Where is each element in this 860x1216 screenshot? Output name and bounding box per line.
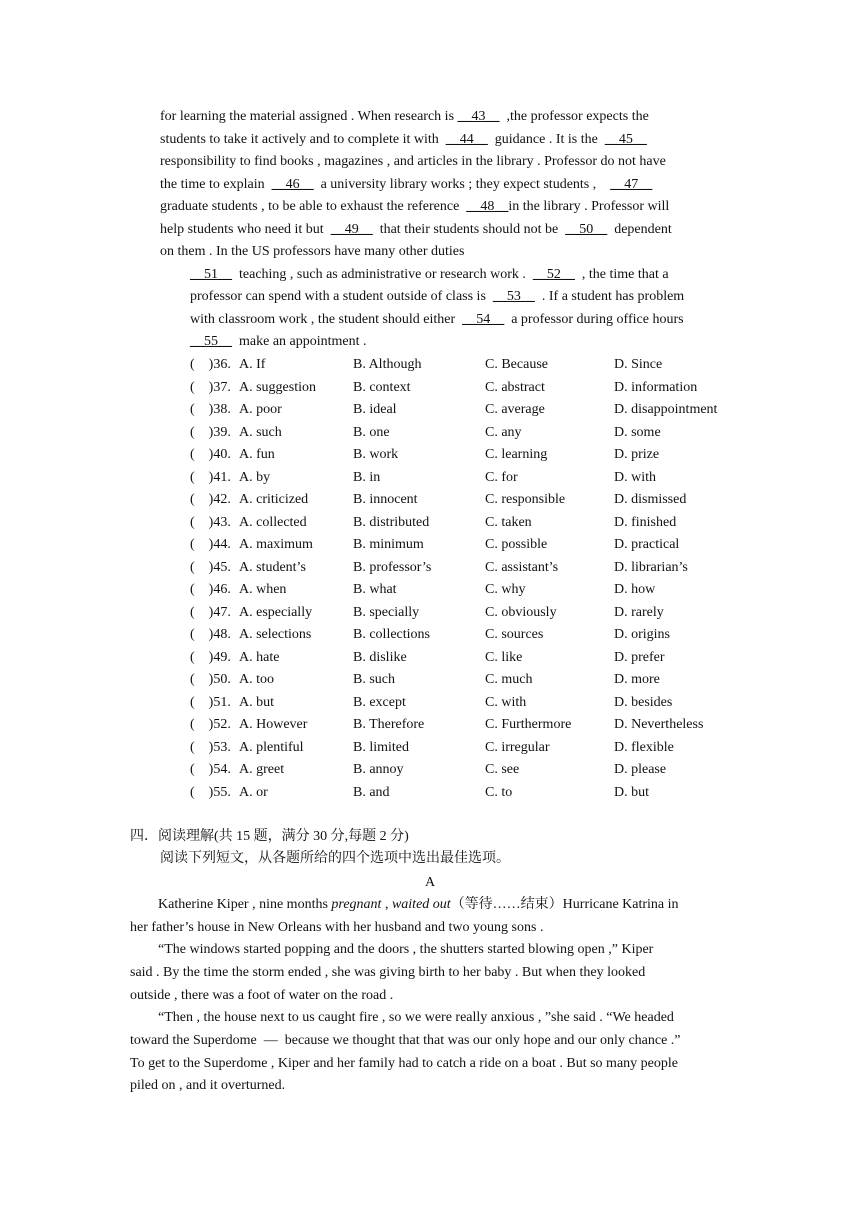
answer-blank: __48__ [466,199,509,214]
option-d: D. some [614,424,661,440]
text-segment: dependent [607,222,672,237]
reading-line [130,1077,285,1095]
option-a: A. when [239,582,287,597]
answer-blank: __52__ [532,267,575,282]
text-segment: toward the Superdome — because we thought that that was our only hope and our only chance .” [130,1033,681,1048]
answer-blank: __55__ [190,334,232,349]
reading-line [130,1009,674,1027]
option-a: A. fun [239,447,275,462]
reading-line [130,941,653,959]
text-segment: on them . In the US professors have many other duties [160,244,465,259]
option-d: D. more [614,672,660,687]
question-number: ( )37. [190,379,231,395]
option-b: B. dislike [353,649,407,665]
answer-blank: __44__ [445,132,488,147]
option-d: D. origins [614,627,670,642]
option-d: D. information [614,379,698,395]
text-segment: that their students should not be [372,222,566,237]
option-c: C. abstract [485,379,545,395]
option-a: A. hate [239,649,280,665]
option-c: C. responsible [485,492,566,507]
option-a: A. suggestion [239,379,316,395]
section-instruction: 阅读下列短文，从各题所给的四个选项中选出最佳选项。 [160,851,510,866]
question-number: ( )42. [190,492,231,507]
option-c: C. average [485,402,545,417]
text-segment: make an appointment . [232,334,367,349]
question-number: ( )46. [190,582,231,597]
text-segment: guidance . It is the [487,132,605,147]
passage-line [190,333,367,351]
option-b: B. in [353,469,381,485]
reading-line [130,987,393,1005]
option-c: C. why [485,582,526,597]
option-b: B. specially [353,604,420,620]
option-a: A. such [239,424,282,440]
answer-blank: __49__ [330,222,373,237]
question-number: ( )53. [190,739,231,755]
option-b: B. distributed [353,514,430,530]
option-b: B. what [353,582,397,597]
option-b: B. innocent [353,492,418,507]
option-b: B. and [353,784,390,800]
text-segment: a professor during office hours [504,312,684,327]
text-segment: waited out [391,897,451,912]
text-segment: responsibility to find books , magazines , and articles in the library . Professor do not have [160,154,666,169]
answer-blank: __51__ [190,267,232,282]
answer-blank: __43__ [457,109,500,124]
question-number: ( )48. [190,627,231,642]
text-segment: , the time that a [574,267,669,282]
text-segment: with classroom work , the student should either [190,312,463,327]
option-d: D. how [614,582,656,597]
text-segment: a university library works ; they expect students , [313,177,611,192]
option-a: A. collected [239,514,307,530]
option-d: D. please [614,762,667,777]
option-d: D. with [614,469,656,485]
option-d: D. besides [614,694,673,710]
passage-line [160,243,464,261]
text-segment: piled on , and it overturned. [130,1078,286,1093]
option-c: C. irregular [485,739,550,755]
option-b: B. annoy [353,762,404,777]
option-a: A. maximum [239,537,313,552]
option-d: D. prefer [614,649,665,665]
text-segment: . If a student has problem [534,289,685,304]
text-segment: help students who need it but [160,222,331,237]
reading-line [130,896,679,914]
passage-line [160,108,649,126]
option-b: B. work [353,447,399,462]
option-c: C. with [485,694,527,710]
option-c: C. like [485,649,523,665]
option-c: C. possible [485,537,548,552]
question-number: ( )40. [190,447,231,462]
option-c: C. any [485,424,522,440]
option-a: A. but [239,694,274,710]
answer-blank: __54__ [462,312,505,327]
option-c: C. Because [485,357,548,372]
question-number: ( )55. [190,784,231,800]
text-segment: Katherine Kiper , nine months [130,897,332,912]
passage-line [160,131,647,149]
answer-blank: __45__ [604,132,647,147]
option-d: D. disappointment [614,402,718,417]
text-segment: “Then , the house next to us caught fire , so we were really anxious , ”she said . “We headed [130,1010,674,1025]
answer-blank: __47__ [610,177,653,192]
option-b: B. Therefore [353,717,425,732]
option-a: A. selections [239,627,312,642]
passage-letter: A [424,875,436,890]
text-segment: To get to the Superdome , Kiper and her family had to catch a ride on a boat . But so many people [130,1056,678,1071]
section-heading: 四．阅读理解(共 15 题，满分 30 分,每题 2 分) [130,829,409,844]
option-c: C. Furthermore [485,717,572,732]
question-number: ( )43. [190,514,231,530]
option-a: A. However [239,717,308,732]
question-number: ( )45. [190,559,231,575]
option-b: B. except [353,694,406,710]
option-b: B. minimum [353,537,424,552]
text-segment: professor can spend with a student outside of class is [190,289,493,304]
option-d: D. Since [614,357,663,372]
passage-line [190,288,684,306]
question-number: ( )36. [190,357,231,372]
option-c: C. learning [485,447,548,462]
option-a: A. criticized [239,492,309,507]
text-segment: outside , there was a foot of water on the road . [130,988,394,1003]
option-d: D. finished [614,514,677,530]
option-a: A. student’s [239,559,306,575]
option-a: A. or [239,784,268,800]
option-d: D. prize [614,447,660,462]
option-c: C. sources [485,627,544,642]
question-number: ( )54. [190,762,231,777]
option-b: B. one [353,424,390,440]
text-segment: ,the professor expects the [499,109,649,124]
text-segment: （等待……结束）Hurricane Katrina in [450,897,679,912]
text-segment: , [381,897,392,912]
option-d: D. dismissed [614,492,687,507]
option-d: D. librarian’s [614,559,688,575]
option-d: D. but [614,784,649,800]
option-a: A. plentiful [239,739,304,755]
option-b: B. such [353,672,395,687]
option-a: A. especially [239,604,313,620]
option-c: C. to [485,784,513,800]
option-d: D. flexible [614,739,674,755]
option-c: C. for [485,469,518,485]
passage-line [160,153,666,171]
passage-line [190,311,684,329]
question-number: ( )49. [190,649,231,665]
text-segment: for learning the material assigned . When research is [160,109,458,124]
option-b: B. ideal [353,402,397,417]
option-c: C. much [485,672,533,687]
option-a: A. too [239,672,274,687]
answer-blank: __50__ [565,222,608,237]
option-d: D. practical [614,537,680,552]
option-a: A. greet [239,762,285,777]
text-segment: teaching , such as administrative or research work . [232,267,533,282]
option-d: D. Nevertheless [614,717,704,732]
question-number: ( )41. [190,469,231,485]
text-segment: pregnant [331,897,382,912]
text-segment: the time to explain [160,177,272,192]
text-segment: in the library . Professor will [508,199,670,214]
option-c: C. see [485,762,520,777]
option-c: C. obviously [485,604,557,620]
option-b: B. context [353,379,411,395]
question-number: ( )52. [190,717,231,732]
reading-line [130,919,543,937]
question-number: ( )50. [190,672,231,687]
option-c: C. assistant’s [485,559,559,575]
question-number: ( )47. [190,604,231,620]
text-segment: graduate students , to be able to exhaust the reference [160,199,467,214]
option-b: B. limited [353,739,409,755]
option-a: A. by [239,469,271,485]
passage-line [160,198,669,216]
text-segment: said . By the time the storm ended , she was giving birth to her baby . But when they looked [130,965,646,980]
reading-line [130,1032,681,1050]
answer-blank: __53__ [492,289,535,304]
option-a: A. poor [239,402,282,417]
option-d: D. rarely [614,604,664,620]
text-segment: students to take it actively and to complete it with [160,132,446,147]
text-segment: “The windows started popping and the doors , the shutters started blowing open ,” Kiper [130,942,654,957]
passage-line [190,266,669,284]
option-b: B. Although [353,357,422,372]
reading-line [130,1055,678,1073]
option-a: A. If [239,357,266,372]
passage-line [160,221,672,239]
question-number: ( )44. [190,537,231,552]
reading-line [130,964,645,982]
question-number: ( )38. [190,402,231,417]
option-b: B. professor’s [353,559,432,575]
question-number: ( )39. [190,424,231,440]
question-number: ( )51. [190,694,231,710]
answer-blank: __46__ [271,177,314,192]
passage-line [160,176,652,194]
text-segment: her father’s house in New Orleans with her husband and two young sons . [130,920,544,935]
option-b: B. collections [353,627,430,642]
option-c: C. taken [485,514,532,530]
